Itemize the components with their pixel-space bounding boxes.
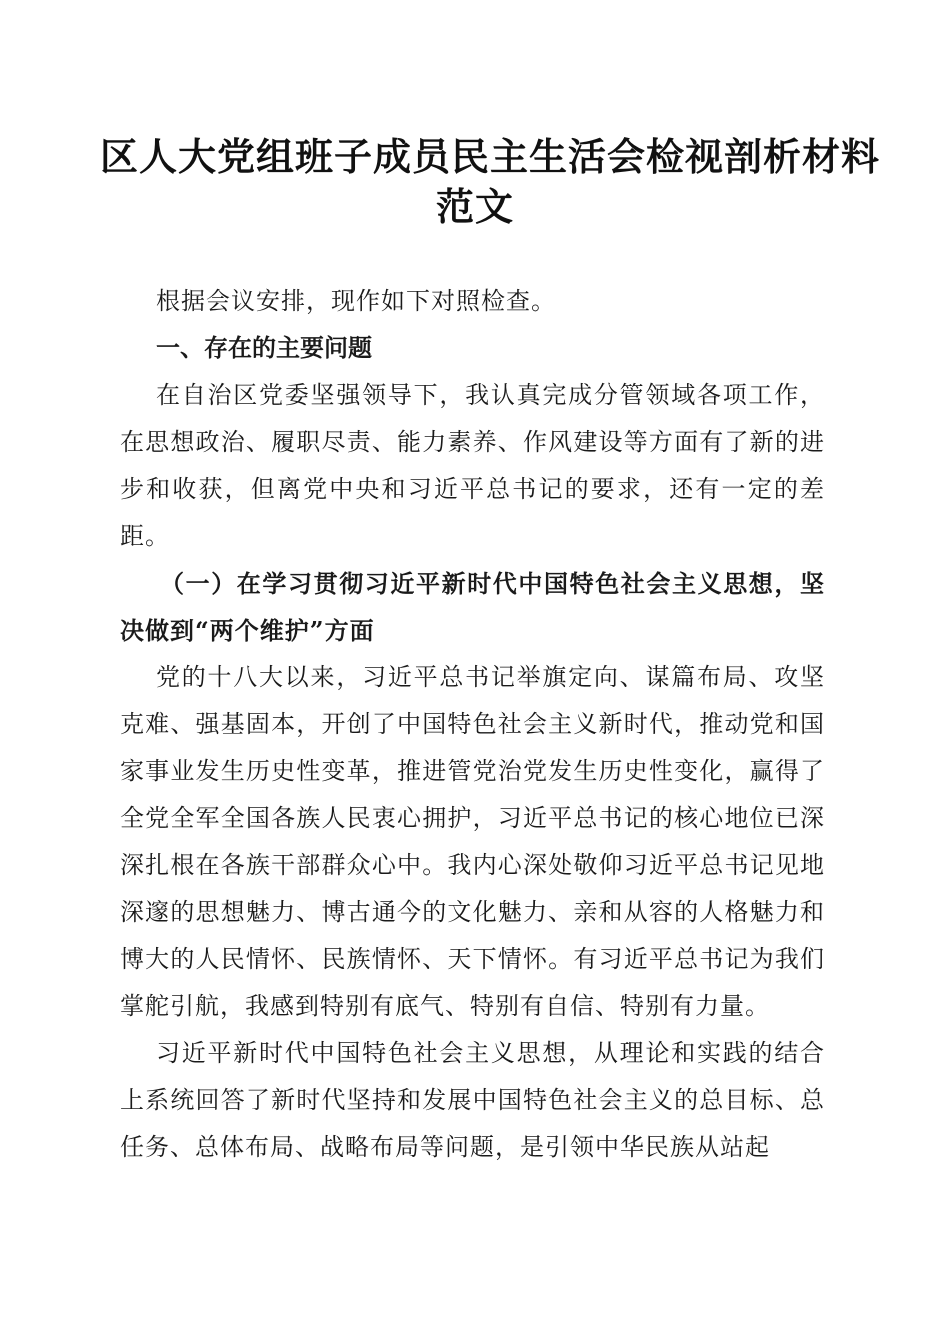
paragraph-overview: 在自治区党委坚强领导下，我认真完成分管领域各项工作，在思想政治、履职尽责、能力素养、作风建设等方面有了新的进步和收获，但离党中央和习近平总书记的要求，还有一定的差距。 xyxy=(120,381,825,550)
document-body xyxy=(120,278,825,1171)
section-heading-main-problems: 一、存在的主要问题 xyxy=(156,334,372,362)
paragraph-body-1: 党的十八大以来，习近平总书记举旗定向、谋篇布局、攻坚克难、强基固本，开创了中国特色社会主义新时代，推动党和国家事业发生历史性变革，推进管党治党发生历史性变化，赢得了全党全军全国各族人民衷心拥护，习近平总书记的核心地位已深深扎根在各族干部群众心中。我内心深处敬仰习近平总书记见地深邃的思想魅力、博古通今的文化魅力、亲和从容的人格魅力和博大的人民情怀、民族情怀、天下情怀。有习近平总书记为我们掌舵引航，我感到特别有底气、特别有自信、特别有力量。 xyxy=(120,663,825,1020)
document-title xyxy=(100,132,881,232)
subsection-heading-1: （一）在学习贯彻习近平新时代中国特色社会主义思想，坚决做到“两个维护”方面 xyxy=(120,569,825,645)
title-line-1: 区人大党组班子成员民主生活会检视剖析材料 xyxy=(100,134,881,179)
paragraph-body-2: 习近平新时代中国特色社会主义思想，从理论和实践的结合上系统回答了新时代坚持和发展中国特色社会主义的总目标、总任务、总体布局、战略布局等问题，是引领中华民族从站起 xyxy=(120,1039,825,1161)
title-line-2: 范文 xyxy=(435,184,514,229)
intro-paragraph: 根据会议安排，现作如下对照检查。 xyxy=(156,287,556,315)
